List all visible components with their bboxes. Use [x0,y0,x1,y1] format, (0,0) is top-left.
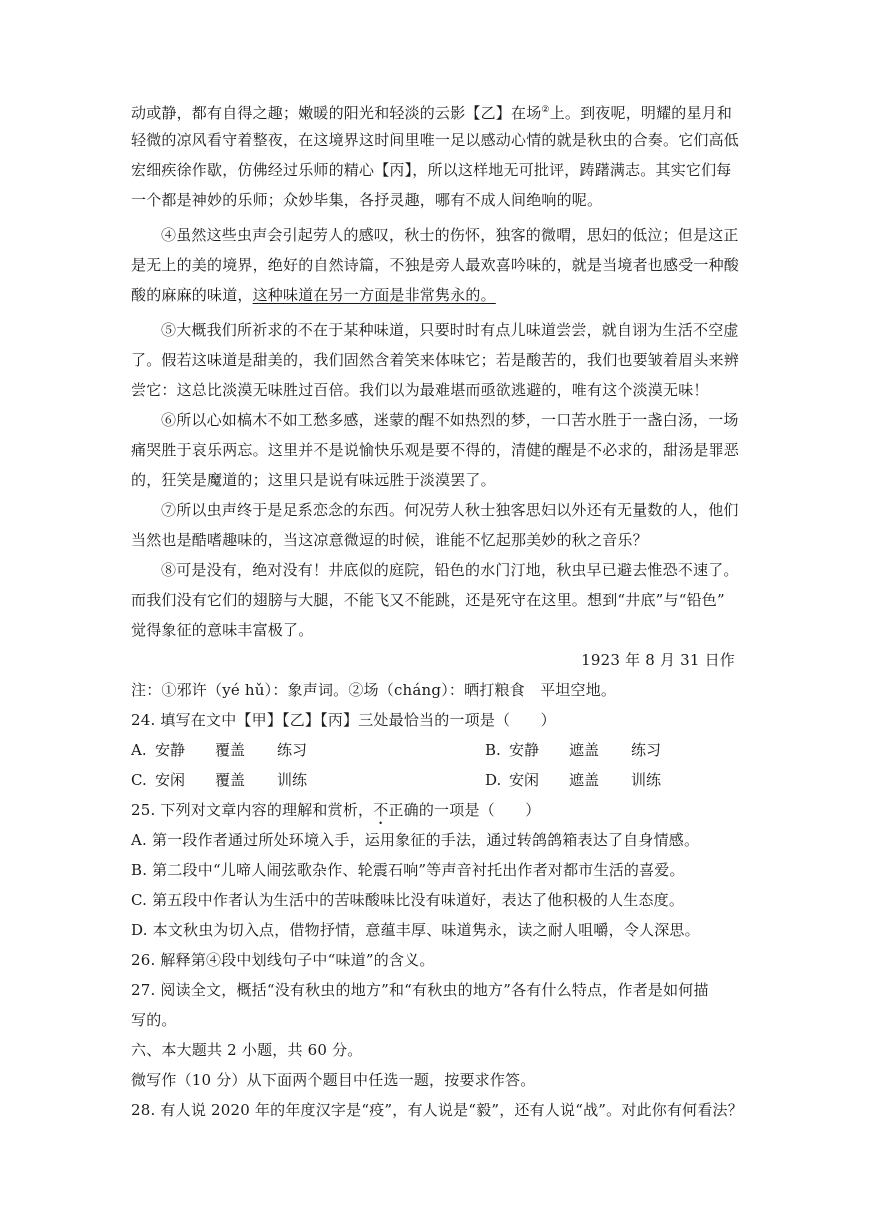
passage-line: 尝它：这总比淡漠无味胜过百倍。我们以为最难堪而亟欲逃避的，唯有这个淡漠无味！ [131,381,709,399]
q24-option-a[interactable]: A. 安静 覆盖 练习 [131,741,308,759]
passage-line: ⑧可是没有，绝对没有！井底似的庭院，铅色的水门汀地，秋虫早已避去惟恐不速了。 [161,561,739,579]
passage-line: 一个都是神妙的乐师；众妙毕集，各抒灵趣，哪有不成人间绝响的呢。 [131,191,603,209]
q24-option-d[interactable]: D. 安闲 遮盖 训练 [485,771,662,789]
question-27-line: 写的。 [131,1011,177,1029]
passage-line: ⑥所以心如槁木不如工愁多感，迷蒙的醒不如热烈的梦，一口苦水胜于一盏白汤，一场 [161,411,739,429]
passage-line: 轻微的凉风看守着整夜，在这境界这时间里唯一足以感动心情的就是秋虫的合奏。它们高低 [131,131,740,149]
passage-line: 觉得象征的意味丰富极了。 [131,621,314,639]
question-26: 26. 解释第④段中划线句子中“味道”的含义。 [131,951,435,969]
passage-line: 酸的麻麻的味道，这种味道在另一方面是非常隽永的。 [131,286,496,304]
q25-option-d[interactable]: D. 本文秋虫为切入点，借物抒情，意蕴丰厚、味道隽永，读之耐人咀嚼，令人深思。 [131,921,700,939]
footnote-mark: ② [541,105,550,115]
underlined-sentence: 这种味道在另一方面是非常隽永的。 [252,286,496,304]
passage-line: 而我们没有它们的翅膀与大腿，不能飞又不能跳，还是死守在这里。想到“井底”与“铅色” [131,591,725,609]
question-24-stem: 24. 填写在文中【甲】【乙】【丙】三处最恰当的一项是（ ） [131,711,556,729]
question-28: 28. 有人说 2020 年的年度汉字是“疫”，有人说是“毅”，还有人说“战”。对此你有何看法？ [131,1101,743,1119]
section-heading: 六、本大题共 2 小题，共 60 分。 [131,1041,363,1059]
passage-line: ⑤大概我们所祈求的不在于某种味道，只要时时有点儿味道尝尝，就自诩为生活不空虚 [161,321,739,339]
passage-line: 当然也是酷嗜趣味的，当这凉意微逗的时候，谁能不忆起那美妙的秋之音乐？ [131,531,648,549]
q24-option-b[interactable]: B. 安静 遮盖 练习 [485,741,662,759]
q24-option-c[interactable]: C. 安闲 覆盖 训练 [131,771,308,789]
q25-option-b[interactable]: B. 第二段中“儿啼人闹弦歌杂作、轮震石响”等声音衬托出作者对都市生活的喜爱。 [131,861,685,879]
passage-line: 的，狂笑是魔道的；这里只是说有味远胜于淡漠罢了。 [131,471,496,489]
passage-line: ⑦所以虫声终于是足系恋念的东西。何况劳人秋士独客思妇以外还有无量数的人，他们 [161,501,739,519]
date-line: 1923 年 8 月 31 日作 [581,651,735,669]
passage-line: 宏细疾徐作歇，仿佛经过乐师的精心【丙】，所以这样地无可批评，踌躇满志。其实它们每 [131,161,732,179]
passage-line: 了。假若这味道是甜美的，我们固然含着笑来体味它；若是酸苦的，我们也要皱着眉头来辨 [131,351,740,369]
micro-writing-instruction: 微写作（10 分）从下面两个题目中任选一题，按要求作答。 [131,1071,536,1089]
footnote: 注：①邪许（yé hǔ）：象声词。②场（cháng）：晒打粮食 平坦空地。 [131,681,617,699]
q25-option-a[interactable]: A. 第一段作者通过所处环境入手，运用象征的手法，通过转鸽鸽箱表达了自身情感。 [131,831,700,849]
passage-line: ④虽然这些虫声会引起劳人的感叹，秋士的伤怀，独客的微喟，思妇的低泣；但是这正 [161,226,739,244]
q25-option-c[interactable]: C. 第五段中作者认为生活中的苦味酸味比没有味道好，表达了他积极的人生态度。 [131,891,685,909]
passage-line: 是无上的美的境界，绝好的自然诗篇，不独是旁人最欢喜吟味的，就是当境者也感受一种酸 [131,256,740,274]
question-25-stem: 25. 下列对文章内容的理解和赏析，不正确的一项是（ ） [131,801,541,819]
passage-line: 痛哭胜于哀乐两忘。这里并不是说愉快乐观是要不得的，清健的醒是不必求的，甜汤是罪恶 [131,441,740,459]
emphasis-dot-char: 不 [373,801,389,819]
passage-line: 动或静，都有自得之趣；嫩暖的阳光和轻淡的云影【乙】在场②上。到夜呢，明耀的星月和 [131,104,733,122]
question-27-line: 27. 阅读全文，概括“没有秋虫的地方”和“有秋虫的地方”各有什么特点，作者是如何描 [131,981,709,999]
